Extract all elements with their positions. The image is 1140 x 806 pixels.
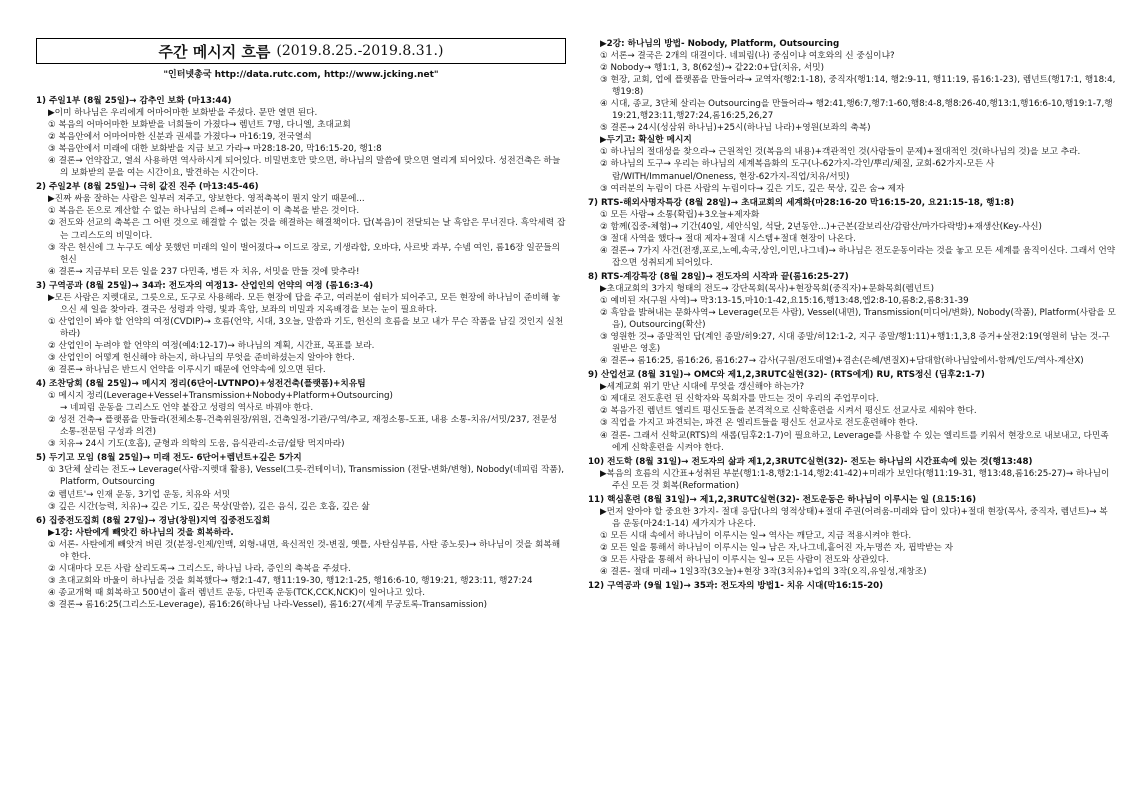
text-line: ④ 종교개혁 때 회복하고 500년이 흘러 렘넌트 운동, 다민족 운동(TCK,CCK,NCK)이 일어나고 있다. [48,587,425,598]
section-heading: 1) 주일1부 (8월 25일)→ 감추인 보화 (마13:44) [36,96,232,106]
text-line: ② 하나님의 도구→ 우리는 하나님의 세계복음화의 도구(나-62가지-각인/뿌리/체질, 교회-62가지-모든 사람/WITH/Immanuel/Oneness, 현장-62가지-직업/치유/서밋) [600,159,995,182]
text-line: ① 모든 사람→ 소통(확립)+3오늘+제자화 [600,209,760,220]
text-line: ⑤ 결론→ 24시(성삼위 하나님)+25시(하나님 나라)+영원(보좌의 축복) [600,123,871,134]
text-line: ② 산업인이 누려야 할 언약의 여정(예4:12-17)→ 하나님의 계획, 시간표, 목표를 보라. [48,340,375,351]
section-heading: 5) 두기고 모임 (8월 25일)→ 미래 전도- 6단어+렘넌트+깊은 5가지 [36,453,302,464]
text-line: ② 복음가진 렘넌트 엘리트 평신도들을 본격적으로 신학훈련을 시켜서 평신도 선교사로 세워야 한다. [600,406,977,417]
text-line: ① 예비된 자(구원 사역)→ 막3:13-15,마10:1-42,요15:16,행13:48,엡2:8-10,롬8:2,롬8:31-39 [600,295,969,306]
text-line: ① 제대로 전도훈련 된 신학자와 목회자를 만드는 것이 우리의 주업무이다. [600,394,879,405]
text-line: ② 함께(집중-체험)→ 기간(40일, 세안식일, 석달, 2년동안...)+근본(갈보리산/감람산/마가다락방)+재생산(Key-사신) [600,221,1042,232]
section-heading: 12) 구역공과 (9월 1일)→ 35과: 전도자의 방법1- 치유 시대(막16:15-20) [588,581,884,592]
text-line: ② 흑암을 밝혀내는 문화사역→ Leverage(모든 사람), Vessel(내면), Transmission(미디어/변화), Nobody(작품), Platform(사람을 모음), Outsourcing(확산) [600,308,1116,331]
text-line: ④ 결론→ 롬16:25, 롬16:26, 롬16:27→ 감사(구원/전도대열)+겸손(은혜/변질X)+담대함(하나님앞에서-함께/인도/역사-계산X) [600,356,1084,367]
title-box [36,38,566,64]
text-line: ④ 결론→ 7가지 사건(전쟁,포로,노예,속국,상인,이민,나그네)→ 하나님은 전도운동이라는 것을 놓고 모든 세계를 움직이신다. 그래서 언약 잡으면 성취되게 되어있다. [600,245,1116,268]
text-line: ② 성전 건축→ 플랫폼을 만들라(전체소통-건축위원장/위원, 건축일정-기관/구역/추교, 재정소통-도표, 내용 소통-치유/서밋/237, 전문성 소통-전문팀 구성과 의견) [48,415,558,438]
text-line: ▶이미 하나님은 우리에게 어마어마한 보화받을 주셨다. 문만 열면 된다. [48,108,318,119]
text-line: ③ 초대교회와 바울이 하나님을 것을 회복했다→ 행2:1-47, 행11:19-30, 행12:1-25, 행16:6-10, 행19:21, 행23:11, 행27:24 [48,575,533,586]
left-column [36,94,568,611]
text-line: ③ 치유→ 24시 기도(호흡), 균형과 의학의 도움, 음식관리-소금/쉴탕 먹지마라) [48,439,345,450]
section-heading: 6) 집중전도집회 (8월 27일)→ 경남(창원)지역 집중전도집회 [36,515,271,526]
text-line: ③ 산업인이 어떻게 헌신해야 하는지, 하나님의 무엇을 준비하셨는지 알아야 한다. [48,352,355,363]
text-line: ③ 복음안에서 미래에 대한 보화받을 지금 보고 가라→ 마28:18-20, 막16:15-20, 행1:8 [48,144,382,155]
text-line: ▶1강: 사탄에게 빼앗긴 하나님의 것을 회복하라. [48,527,234,538]
text-line: ① 복음의 어마어마한 보화받을 너희들이 가졌다→ 렘넌트 7명, 다니엘, 초대교회 [48,120,351,131]
section-heading: 7) RTS-해외사명자특강 (8월 28일)→ 초대교회의 세계화(마28:16-20 막16:15-20, 요21:15-18, 행1:8) [588,197,1015,208]
text-line: ② 전도와 선교의 축복은 그 어떤 것으로 해결할 수 없는 것을 해결하는 해결책이다. 답(복음)이 전달되는 날 흑암은 무너진다. 흑악세력 잡는 그리스도의 비밀이다. [48,218,566,241]
text-line: ▶2강: 하나님의 방법- Nobody, Platform, Outsourcing [600,39,840,49]
text-line: ④ 결론- 절대 미래→ 1일3작(3오늘)+현장 3작(3치유)+업의 3작(오직,유일성,재창조) [600,567,927,578]
section-heading: 3) 구역공과 (8월 25일)→ 34과: 전도자의 여정13- 산업인의 언약의 여정 (롬16:3-4) [36,280,374,291]
text-line: ▶두기고: 확실한 메시지 [600,135,692,146]
document-title: 주간 메시지 흐름 [158,42,271,61]
text-line: ① 서론→ 결국은 2개의 대결이다. 네피림(나) 중심이냐 여호와의 신 중심이냐? [600,51,895,62]
text-line: ▶복음의 흐름의 시간표+성취된 부분(행1:1-8,행2:1-14,행2:41-42)+미래가 보인다(행11:19-31, 행13:48,롬16:25-27)→ 하나님이 주신 모든 것 회복(Reformation) [600,468,1110,491]
section-heading: 11) 핵심훈련 (8월 31일)→ 제1,2,3RUTC실현(32)- 전도운동은 하나님이 이루시는 일 (요15:16) [588,494,977,505]
text-line: ④ 결론→ 지금부터 모든 일을 237 다민족, 병든 자 치유, 서밋을 만들 것에 맞추라! [48,266,360,277]
text-line: ① 메시지 정리(Leverage+Vessel+Transmission+Nobody+Platform+Outsourcing) [48,391,393,402]
text-line: ③ 모든 사람을 통해서 하나님이 이루시는 일→ 모든 사람이 전도와 상관있다. [600,554,889,565]
text-line: ③ 직업을 가지고 파견되는, 파견 온 엘리트들을 평신도 선교사로 전도훈련해야 한다. [600,418,918,429]
text-line: ④ 결론→ 언약잡고, 열쇠 사용하면 역사하시게 되어있다. 비밀번호만 맞으면, 하나님의 말씀에 맞으면 열리게 되어있다. 성전건축은 하늘의 보화받의 문을 여는 시간이요, 발견하는 시간이다. [48,156,561,179]
text-line: ② 복음안에서 어마어마한 신분과 권세를 가졌다→ 마16:19, 전국열쇠 [48,132,312,143]
text-line: ③ 작은 헌신에 그 누구도 예상 못했던 미래의 일이 벌어졌다→ 이드로 장로, 기생라합, 오바댜, 사르밧 과부, 수넴 여인, 롬16장 일꾼들의 헌신 [48,242,561,265]
text-line: ▶초대교회의 3가지 형태의 전도→ 강단목회(목사)+현장목회(중직자)+문화목회(렘넌트) [600,283,934,294]
text-line: ① 복음은 돈으로 계산할 수 없는 하나님의 은혜→ 여러분이 이 축복을 받은 것이다. [48,206,360,217]
section-heading: 2) 주일2부 (8월 25일)→ 극히 값진 진주 (마13:45-46) [36,182,259,193]
text-line: ③ 현장, 교회, 업에 플랫폼을 만들어라→ 교역자(행2:1-18), 중직자(행1:14, 행2:9-11, 행11:19, 롬16:1-23), 렘넌트(행17:1, 행18:4, 행19:8) [600,75,1116,98]
text-line: ② Nobody→ 행1:1, 3, 8(62설)→ 같22:0+답(치유, 서밋) [600,63,825,74]
text-line: ▶모든 사람은 지렛대로, 그릇으로, 도구로 사용해라. 모든 현장에 답을 주고, 여러분이 쉼터가 되어주고, 모든 현장에 하나님이 준비해 놓으신 세 일을 찾아라. 결국은 성령과 악령, 빛과 흑암, 보좌의 비밀과 지옥배경을 보는 눈이 필요하다. [48,292,561,315]
text-line: ① 3단체 살리는 전도→ Leverage(사람-지렛대 활용), Vessel(그릇-컨테이너), Transmission (전달-변화/변형), Nobody(네피림 작품), Platform, Outsourcing [48,465,564,488]
text-line: ▶세계교회 위기 만난 시대에 무엇을 갱신해야 하는가? [600,382,805,393]
document-date-range: (2019.8.25.-2019.8.31.) [276,43,444,59]
text-line: ② 모든 일을 통해서 하나님이 이루시는 일→ 남은 자,나그네,흩어진 자,누명쓴 자, 핍박받는 자 [600,542,953,553]
section-heading: 4) 조찬당회 (8월 25일)→ 메시지 정리(6단어-LVTNPO)+성전건축(플랫폼)+치유팀 [36,379,366,390]
right-column [588,38,1116,592]
text-line: ① 하나님의 절대성을 찾으라→ 근원적인 것(복음의 내용)+객관적인 것(사람들이 문제)+절대적인 것(하나님의 것)을 보고 추라. [600,147,1081,158]
text-line: ④ 결론- 그래서 신학교(RTS)의 새롭(딤후2:1-7)이 필요하고, Leverage를 사용할 수 있는 엘리트를 키워서 현장으로 내보내고, 다민족에게 신학훈련을 시켜야 한다. [600,430,1109,453]
text-line: → 네피림 운동을 그리스도 언약 붙잡고 성령의 역사로 바꿔야 한다. [60,403,314,414]
text-line: ▶진짜 싸움 잘하는 사람은 일부러 져주고, 양보한다. 영적축복이 뭔지 알기 때문에... [48,194,365,205]
section-heading: 8) RTS-계강특강 (8월 28일)→ 전도자의 시작과 끝(롬16:25-27) [588,271,849,282]
text-line: ① 서론- 사탄에게 빼앗겨 버린 것(분정-인제/인맥, 외형-내면, 육신적인 것-변질, 옛틀, 사탄심부름, 사탄 종노릇)→ 하나님이 것을 회복해야 한다. [48,539,561,562]
text-line: ③ 깊은 시간(능력, 치유)→ 깊은 기도, 깊은 묵상(말씀), 깊은 음식, 깊은 호흡, 깊은 삶 [48,501,370,512]
section-heading: 10) 전도학 (8월 31일)→ 전도자의 삶과 제1,2,3RUTC실현(32)- 전도는 하나님의 시간표속에 있는 것(행13:48) [588,456,1033,467]
text-line: ③ 영원한 것→ 종말적인 답(계인 종말/히9:27, 시대 종말/히12:1-2, 지구 종말/행1:11)+행1:1,3,8 증거+살전2:19(영원히 남는 것-구원받은 영혼) [600,332,1110,355]
text-line: ④ 결론→ 하나님은 반드시 언약을 이루시기 때문에 언약속에 있으면 된다. [48,365,326,376]
text-line: ⑤ 결론→ 롬16:25(그리스도-Leverage), 롬16:26(하나님 나라-Vessel), 롬16:27(세계 무궁토록-Transamission) [48,599,487,610]
text-line: ④ 시대, 종교, 3단체 살리는 Outsourcing을 만들어라→ 행2:41,행6:7,행7:1-60,행8:4-8,행8:26-40,행13:1,행16:6-10,행19:1-7,행19:21,행23:11,행27:24,롬16:25,26,27 [600,99,1113,122]
document-subtitle: "인터넷총국 http://data.rutc.com, http://www.jcking.net" [163,70,439,80]
text-line: ③ 여러분의 누림이 다른 사람의 누림이다→ 깊은 기도, 깊은 묵상, 깊은 숨→ 제자 [600,183,905,194]
text-line: ② 시대마다 모든 사람 살리도록→ 그리스도, 하나님 나라, 증인의 축복을 주셨다. [48,563,351,574]
text-line: ② 렘넌트'→ 인재 운동, 3기업 운동, 치유와 서밋 [48,489,231,500]
text-line: ▶먼저 알아야 할 중요한 3가지- 절대 응답(나의 영적상태)+절대 주권(어려움-미래와 답이 있다)+절대 현장(목사, 중직자, 렘넌트)→ 복음 운동(마24:1-14) 세가지가 나온다. [600,506,1108,529]
text-line: ③ 절대 사역을 했다→ 절대 제자+절대 시스템+절대 현장이 나온다. [600,233,856,244]
text-line: ① 산업인이 봐야 할 언약의 여정(CVDIP)→ 흐름(언약, 시대, 3오늘, 말씀과 기도, 헌신의 흐름을 보고 내가 무슨 작품을 남길 것인지 실천하라) [48,316,564,339]
text-line: ① 모든 시대 속에서 하나님이 이루시는 일→ 역사는 깨닫고, 지금 적용시켜야 한다. [600,530,912,541]
section-heading: 9) 산업선교 (8월 31일)→ OMC와 제1,2,3RUTC실현(32)- (RTS에게) RU, RTS정신 (딤후2:1-7) [588,370,985,381]
